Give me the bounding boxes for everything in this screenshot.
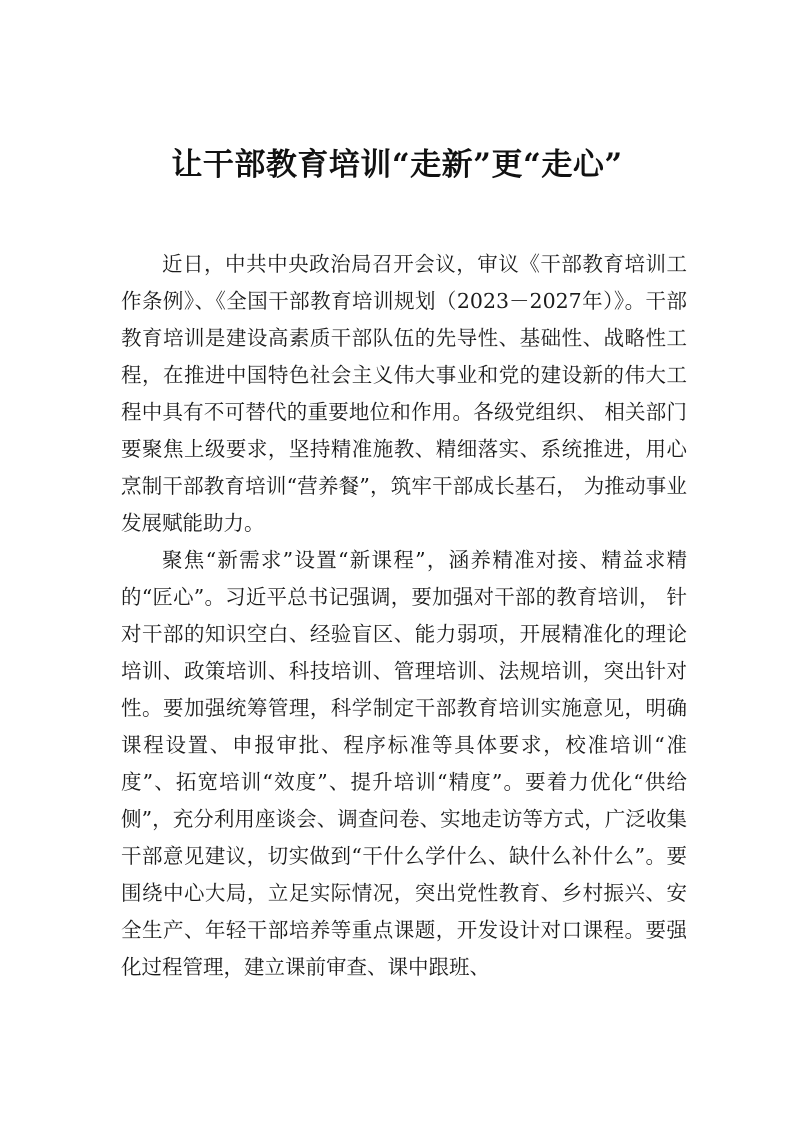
document-body xyxy=(121,246,687,986)
paragraph-new-needs: 聚焦“新需求”设置“新课程”，涵养精准对接、精益求精的“匠心”。习近平总书记强调，要加强对干部的教育培训， 针对干部的知识空白、经验盲区、能力弱项，开展精准化的理论培训、政策培训、科技培训、管理培训、法规培训，突出针对性。要加强统筹管理，科学制定干部教育培训实施意见，明确课程设置、申报审批、程序标准等具体要求，校准培训“准度”、拓宽培训“效度”、提升培训“精度”。要着力优化“供给侧”，充分利用座谈会、调查问卷、实地走访等方式，广泛收集干部意见建议，切实做到“干什么学什么、缺什么补什么”。要围绕中心大局，立足实际情况，突出党性教育、乡村振兴、安全生产、年轻干部培养等重点课题，开发设计对口课程。要强化过程管理，建立课前审查、课中跟班、 xyxy=(121,548,687,979)
paragraph-intro: 近日，中共中央政治局召开会议，审议《干部教育培训工作条例》、《全国干部教育培训规划（2023－2027年）》。干部教育培训是建设高素质干部队伍的先导性、基础性、战略性工程，在推进中国特色社会主义伟大事业和党的建设新的伟大工程中具有不可替代的重要地位和作用。各级党组织、 相关部门要聚焦上级要求，坚持精准施教、精细落实、系统推进，用心烹制干部教育培训“营养餐”，筑牢干部成长基石， 为推动事业发展赋能助力。 xyxy=(121,252,687,535)
document-title: 让干部教育培训“走新”更“走心” xyxy=(171,147,623,183)
